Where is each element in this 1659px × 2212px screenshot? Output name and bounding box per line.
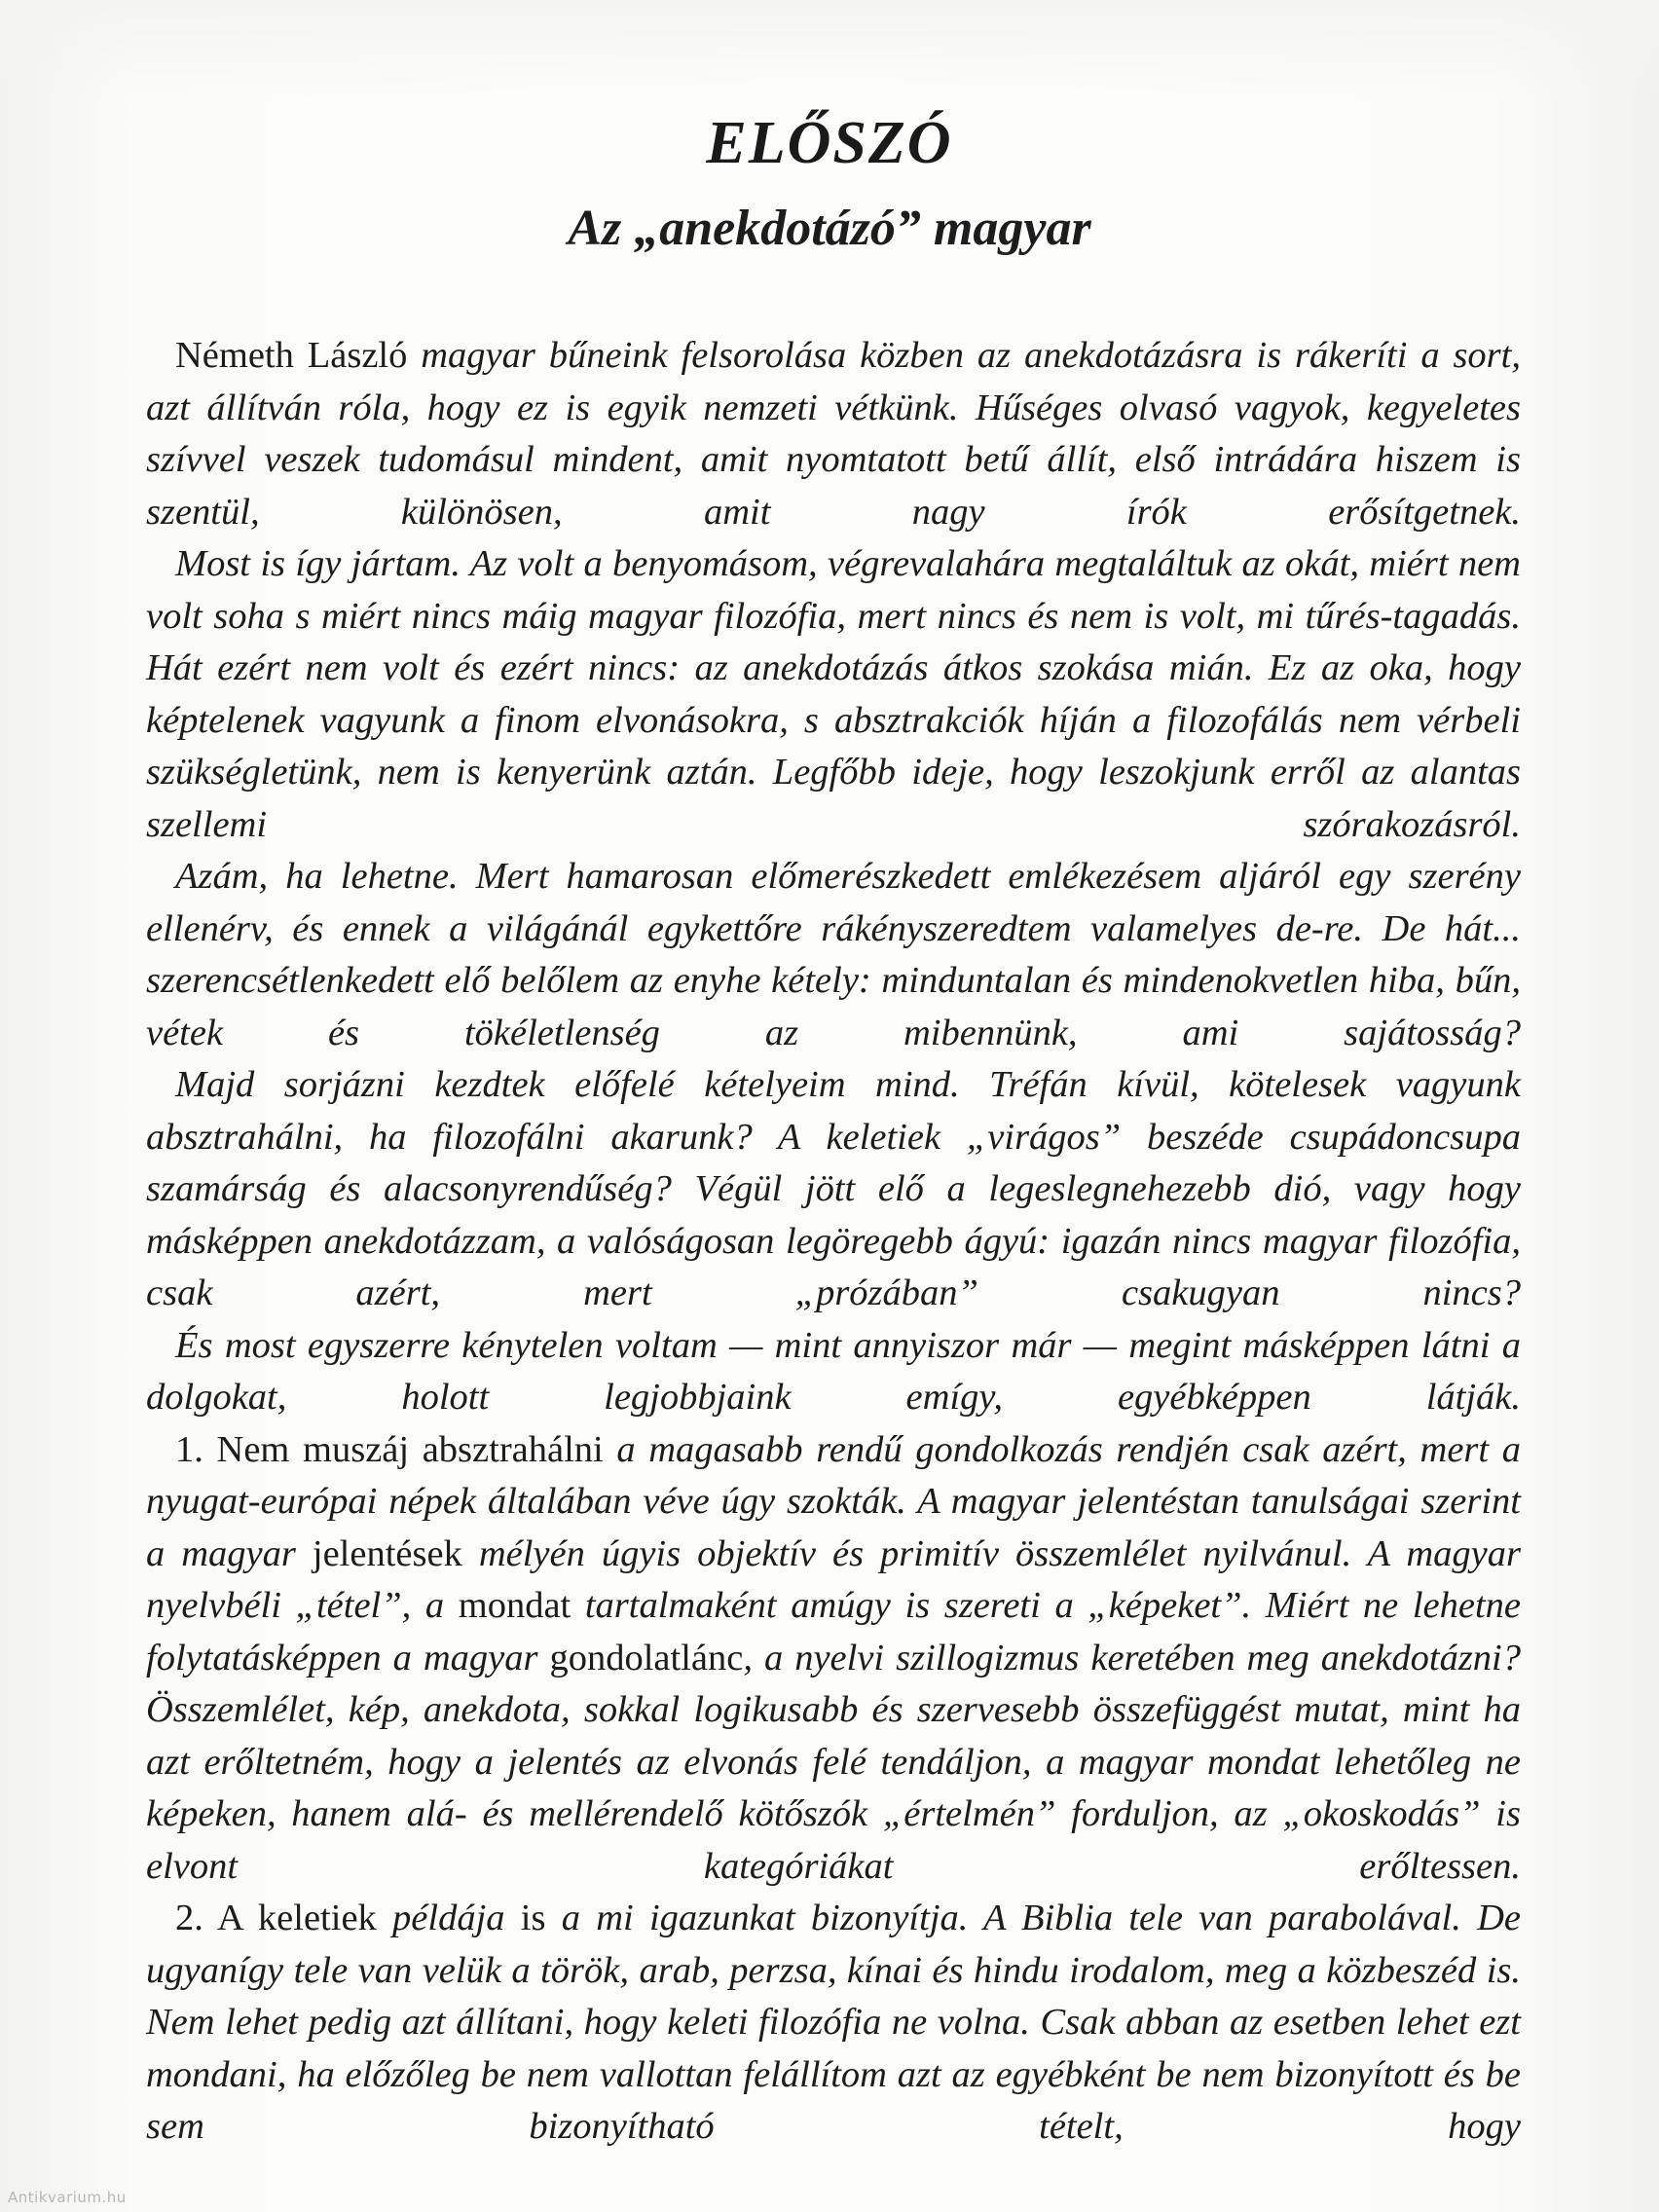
watermark: Antikvarium.hu [8, 2189, 127, 2206]
paragraph: Majd sorjázni kezdtek előfelé kételyeim mind. Tréfán kívül, kötelesek vagyunk absztrahálni, ha filozofálni akarunk? A keletiek „virágos” beszéde csupádoncsupa szamárság és alacsonyrendűség? Végül jött elő a legeslegnehezebb dió, vagy hogy másképpen anekdotázzam, a valóságosan legöregebb ágyú: igazán nincs magyar filozófia, csak azért, mert „prózában” csakugyan nincs? [146, 1064, 1521, 1313]
paragraph: Azám, ha lehetne. Mert hamarosan előmerészkedett emlékezésem aljáról egy szerény ellenérv, és ennek a világánál egykettőre rákényszeredtem valamelyes de-re. De hát... szerencsétlenkedett elő belőlem az enyhe kétely: minduntalan és mindenokvetlen hiba, bűn, vétek és tökéletlenség az mibennünk, ami sajátosság? [146, 856, 1521, 1053]
paragraph: Németh László magyar bűneink felsorolása közben az anekdotázásra is rákeríti a sort, azt állítván róla, hogy ez is egyik nemzeti vétkünk. Hűséges olvasó vagyok, kegyeletes szívvel veszek tudomásul mindent, amit nyomtatott betű állít, első intrádára hiszem is szentül, különösen, amit nagy írók erősítgetnek. [146, 335, 1521, 533]
paragraph: 1. Nem muszáj absztrahálni a magasabb rendű gondolkozás rendjén csak azért, mert a nyugat-európai népek általában véve úgy szokták. A magyar jelentéstan tanulságai szerint a magyar jelentések mélyén úgyis objektív és primitív összemlélet nyilvánul. A magyar nyelvbéli „tétel”, a mondat tartalmaként amúgy is szereti a „képeket”. Miért ne lehetne folytatásképpen a magyar gondolatlánc, a nyelvi szillogizmus keretében meg anekdotázni? Összemlélet, kép, anekdota, sokkal logikusabb és szervesebb összefüggést mutat, mint ha azt erőltetném, hogy a jelentés az elvonás felé tendáljon, a magyar mondat lehetőleg ne képeken, hanem alá- és mellérendelő kötőszók „értelmén” forduljon, az „okoskodás” is elvont kategóriákat erőltessen. [146, 1428, 1521, 1887]
body-text [146, 330, 1521, 2154]
page-subtitle: Az „anekdotázó” magyar [568, 201, 1091, 256]
paragraph: 2. A keletiek példája is a mi igazunkat bizonyítja. A Biblia tele van parabolával. De ugyanígy tele van velük a török, arab, perzsa, kínai és hindu irodalom, meg a közbeszéd is. Nem lehet pedig azt állítani, hogy keleti filozófia ne volna. Csak abban az esetben lehet ezt mondani, ha előzőleg be nem vallottan felállítom azt az egyébként be nem bizonyított és be sem bizonyítható tételt, hogy [146, 1898, 1521, 2147]
paragraph: És most egyszerre kénytelen voltam — mint annyiszor már — megint másképpen látni a dolgokat, holott legjobbjaink emígy, egyébképpen látják. [146, 1324, 1521, 1418]
paragraph: Most is így jártam. Az volt a benyomásom, végrevalahára megtaláltuk az okát, miért nem volt soha s miért nincs máig magyar filozófia, mert nincs és nem is volt, mi tűrés-tagadás. Hát ezért nem volt és ezért nincs: az anekdotázás átkos szokása mián. Ez az oka, hogy képtelenek vagyunk a finom elvonásokra, s absztrakciók híján a filozofálás nem vérbeli szükségletünk, nem is kenyerünk aztán. Legfőbb ideje, hogy leszokjunk erről az alantas szellemi szórakozásról. [146, 543, 1521, 845]
page-title: ELŐSZÓ [706, 110, 953, 176]
faint-bleedthrough [0, 0, 1659, 97]
